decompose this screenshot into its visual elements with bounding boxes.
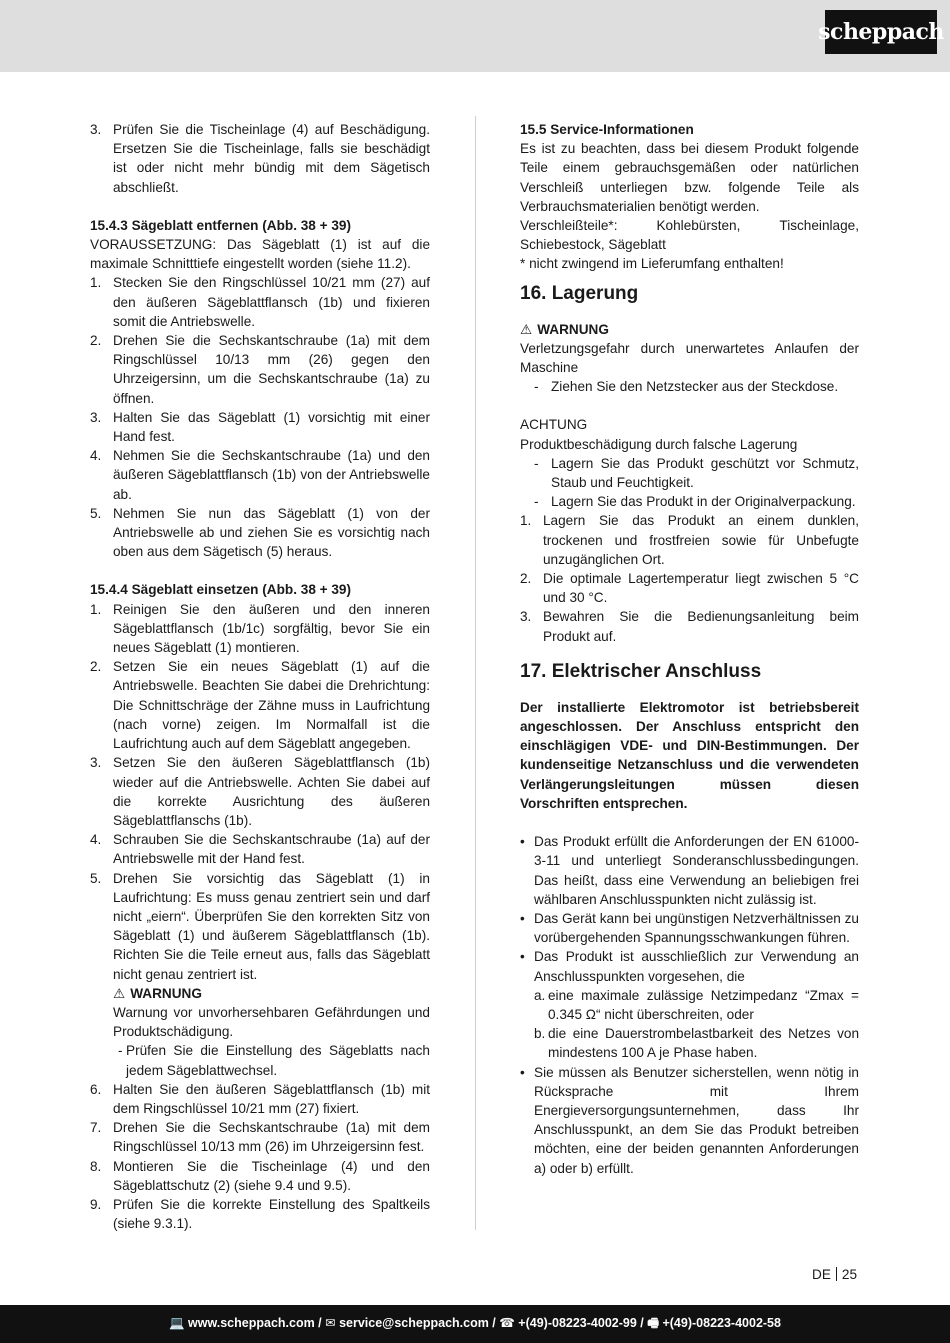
list-item: 9. Prüfen Sie die korrekte Einstellung des Spaltkeils (siehe 9.3.1). (90, 1196, 430, 1232)
header-band (0, 0, 950, 72)
warning-dash-item: - Prüfen Sie die Einstellung des Sägeblatts nach jedem Sägeblattwechsel. (118, 1043, 430, 1078)
service-text: Es ist zu beachten, dass bei diesem Produkt folgende Teile einem gebrauchsgemäßen oder natürlichen Verschleiß unterliegen bzw. folgende Teile als Verbrauchsmaterialien benötigt werden. (520, 141, 859, 214)
warning-block: ⚠ WARNUNG Warnung vor unvorhersehbaren Gefährdungen und Produktschädigung. (113, 985, 430, 1040)
steps-list-remove (90, 273, 430, 561)
prerequisite-text: VORAUSSETZUNG: Das Sägeblatt (1) ist auf die maximale Schnitttiefe eingestellt worden (siehe 11.2). (90, 237, 430, 272)
warning-dash-item: - Ziehen Sie den Netzstecker aus der Steckdose. (534, 379, 839, 395)
warning-triangle-icon: ⚠ (113, 985, 126, 1001)
caution-heading: ACHTUNG (520, 417, 588, 433)
list-item: 8. Montieren Sie die Tischeinlage (4) und den Sägeblattschutz (2) (siehe 9.4 und 9.5). (90, 1158, 430, 1193)
page-number: DE 25 (812, 1267, 858, 1282)
list-item: 1. Lagern Sie das Produkt an einem dunklen, trockenen und frostfreien sowie für Unbefugte unzugänglichen Ort. (520, 513, 859, 567)
wear-parts-line: Verschleißteile*: Kohlebürsten, Tischeinlage, (520, 218, 859, 234)
storage-steps (520, 511, 859, 645)
list-item: 5. Nehmen Sie nun das Sägeblatt (1) von der Antriebswelle ab und ziehen Sie es vorsichtig nach oben aus dem Sägetisch (5) heraus. (90, 505, 430, 560)
list-item: 4. Schrauben Sie die Sechskantschraube (1a) auf der Antriebswelle mit der Hand fest. (90, 832, 430, 867)
alpha-item: a. eine maximale zulässige Netzimpedanz “Zmax = 0.345 Ω“ nicht überschreiten, oder (534, 987, 859, 1022)
warning-heading: ⚠ WARNUNG (520, 320, 859, 339)
bullet-item: • Das Produkt ist ausschließlich zur Verwendung an Anschlusspunkten vorgesehen, die (520, 949, 859, 984)
list-item: 1. Reinigen Sie den äußeren und den inneren Sägeblattflansch (1b/1c) sorgfältig, bevor Sie ein neues Sägeblatt (1) montieren. (90, 601, 430, 656)
bullet-item: • Sie müssen als Benutzer sicherstellen, wenn nötig in Rücksprache mit Ihrem Energieversorgungsunternehmen, dass Ihr Anschlusspunkt, an dem Sie das Produkt betreiben möchten, eine der beiden genannten Anforderungen a) oder b) erfüllt. (520, 1064, 859, 1176)
list-item: 3. Prüfen Sie die Tischeinlage (4) auf Beschädigung. Ersetzen Sie die Tischeinlage, falls sie beschädigt ist oder nicht mehr bündig mit dem Sägetisch abschließt. (90, 122, 430, 195)
section-heading-15-4-4: 15.4.4 Sägeblatt einsetzen (Abb. 38 + 39) (90, 582, 352, 598)
list-item: 6. Halten Sie den äußeren Sägeblattflansch (1b) mit dem Ringschlüssel 10/21 mm (27) fixiert. (90, 1081, 430, 1116)
steps-list-insert-continued (90, 1080, 430, 1234)
list-item: 3. Halten Sie das Sägeblatt (1) vorsichtig mit einer Hand fest. (90, 409, 430, 445)
section-title-17: 17. Elektrischer Anschluss (520, 660, 762, 682)
steps-list-insert (90, 600, 430, 984)
section-heading-15-4-3: 15.4.3 Sägeblatt entfernen (Abb. 38 + 39) (90, 217, 352, 233)
footnote: * nicht zwingend im Lieferumfang enthalten! (520, 256, 784, 272)
list-item: 7. Drehen Sie die Sechskantschraube (1a) mit dem Ringschlüssel 10/13 mm (26) im Uhrzeigersinn fest. (90, 1120, 430, 1155)
scheppach-logo: scheppach (825, 10, 937, 54)
footer-contact-bar: 💻 www.scheppach.com / ✉ service@scheppach.com / ☎ +(49)-08223-4002-99 / 🖷 +(49)-08223-4002-58 (0, 1305, 950, 1343)
bullet-item: • Das Produkt erfüllt die Anforderungen der EN 61000-3-11 und unterliegt Sonderanschlussbedingungen. Das heißt, dass eine Verwendung an beliebigen frei wählbaren Anschlusspunkten nicht zulässig ist. (520, 834, 859, 907)
list-item: 3. Setzen Sie den äußeren Sägeblattflansch (1b) wieder auf die Antriebswelle. Achten Sie dabei auf die korrekte Ausrichtung des äußeren Sägeblattflanschs (1b). (90, 755, 430, 828)
list-item: 2. Drehen Sie die Sechskantschraube (1a) mit dem Ringschlüssel 10/13 mm (26) gegen den Uhrzeigersinn, um die Sechskantschraube (1a) zu öffnen. (90, 333, 430, 406)
caution-dash-item: - Lagern Sie das Produkt in der Originalverpackung. (534, 494, 856, 510)
alpha-item: b. die eine Dauerstrombelastbarkeit des Netzes von mindestens 100 A je Phase haben. (534, 1026, 859, 1061)
list-item: 2. Die optimale Lagertemperatur liegt zwischen 5 °C und 30 °C. (520, 571, 859, 606)
list-item: 4. Nehmen Sie die Sechskantschraube (1a) und den äußeren Sägeblattflansch (1b) von der Antriebswelle ab. (90, 448, 430, 502)
caution-dash-item: - Lagern Sie das Produkt geschützt vor Schmutz, Staub und Feuchtigkeit. (534, 455, 859, 491)
right-column: 15.5 Service-Informationen Es ist zu beachten, dass bei diesem Produkt folgende Teile einem gebrauchsgemäßen oder natürlichen Verschleiß unterliegen bzw. folgende Teile als Verbrauchsmaterialien benötigt werden. Verschleißteile*: Kohlebürsten, Tischeinlage, Schiebestock, Sägeblatt * nicht zwingend im Lieferumfang enthalten! 16. Lagerung ⚠ WARNUNG Verletzungsgefahr durch unerwartetes Anlaufen der Maschine - Ziehen Sie den Netzstecker aus der Steckdose. ACHTUNG Produktbeschädigung durch falsche Lagerung - Lagern Sie das Produkt geschützt vor Schmutz, Staub und Feuchtigkeit. - Lagern Sie das Produkt in der Originalverpackung. 1. Lagern Sie das Produkt an einem dunklen, trockenen und frostfreien sowie für Unbefugte unzugänglichen Ort. 2. Die optimale Lagertemperatur liegt zwischen 5 °C und 30 °C. 3. Bewahren Sie die Bedienungsanleitung beim Produkt auf. 17. Elektrischer Anschluss Der installierte Elektromotor ist betriebsbereit angeschlossen. Der Anschluss entspricht den einschlägigen VDE- und DIN-Bestimmungen. Der kundenseitige Netzanschluss und die verwendeten Verlängerungsleitungen müssen diesen Vorschriften entsprechen. • Das Produkt erfüllt die Anforderungen der EN 61000-3-11 und unterliegt Sonderanschlussbedingungen. Das heißt, dass eine Verwendung an beliebigen frei wählbaren Anschlusspunkten nicht zulässig ist. • Das Gerät kann bei ungünstigen Netzverhältnissen zu vorübergehenden Spannungsschwankungen führen. • Das Produkt ist ausschließlich zur Verwendung an Anschlusspunkten vorgesehen, die a. eine maximale zulässige Netzimpedanz “Zmax = 0.345 Ω“ nicht überschreiten, oder b. die eine Dauerstrombelastbarkeit des Netzes von mindestens 100 A je Phase haben. • Sie müssen als Benutzer sicherstellen, wenn nötig in Rücksprache mit Ihrem Energieversorgungsunternehmen, dass Ihr Anschlusspunkt, an dem Sie das Produkt betreiben möchten, eine der beiden genannten Anforderungen a) oder b) erfüllt. (520, 120, 859, 1178)
list-item: 5. Drehen Sie vorsichtig das Sägeblatt (1) in Laufrichtung: Es muss genau zentriert sein und darf nicht „eiern“. Überprüfen Sie den korrekten Sitz von Sägeblatt (1) und äußerem Sägeblattflansch (1b). Richten Sie die Teile erneut aus, falls das Sägeblatt nicht genau zentriert ist. (90, 870, 430, 982)
electrical-intro: Der installierte Elektromotor ist betriebsbereit angeschlossen. Der Anschluss entspricht den einschlägigen VDE- und DIN-Bestimmungen. Der kundenseitige Netzanschluss und die verwendeten Verlängerungsleitungen müssen diesen Vorschriften entsprechen. (520, 699, 859, 811)
list-item: 3. Bewahren Sie die Bedienungsanleitung beim Produkt auf. (520, 609, 859, 644)
section-heading-15-5: 15.5 Service-Informationen (520, 122, 694, 137)
section-title-16: 16. Lagerung (520, 282, 639, 304)
bullet-item: • Das Gerät kann bei ungünstigen Netzverhältnissen zu vorübergehenden Spannungsschwankungen führen. (520, 910, 859, 946)
warning-triangle-icon: ⚠ (520, 321, 533, 337)
column-divider (475, 116, 476, 1230)
left-column (90, 120, 430, 1233)
list-item: 1. Stecken Sie den Ringschlüssel 10/21 mm (27) auf den äußeren Sägeblattflansch (1b) und fixieren somit die Antriebswelle. (90, 275, 430, 329)
list-item: 2. Setzen Sie ein neues Sägeblatt (1) auf die Antriebswelle. Beachten Sie dabei die Drehrichtung: Die Schnittschräge der Zähne muss in Laufrichtung (nach vorne) zeigen. Im Normalfall ist die Laufrichtung auch auf dem Sägeblatt angegeben. (90, 659, 430, 752)
